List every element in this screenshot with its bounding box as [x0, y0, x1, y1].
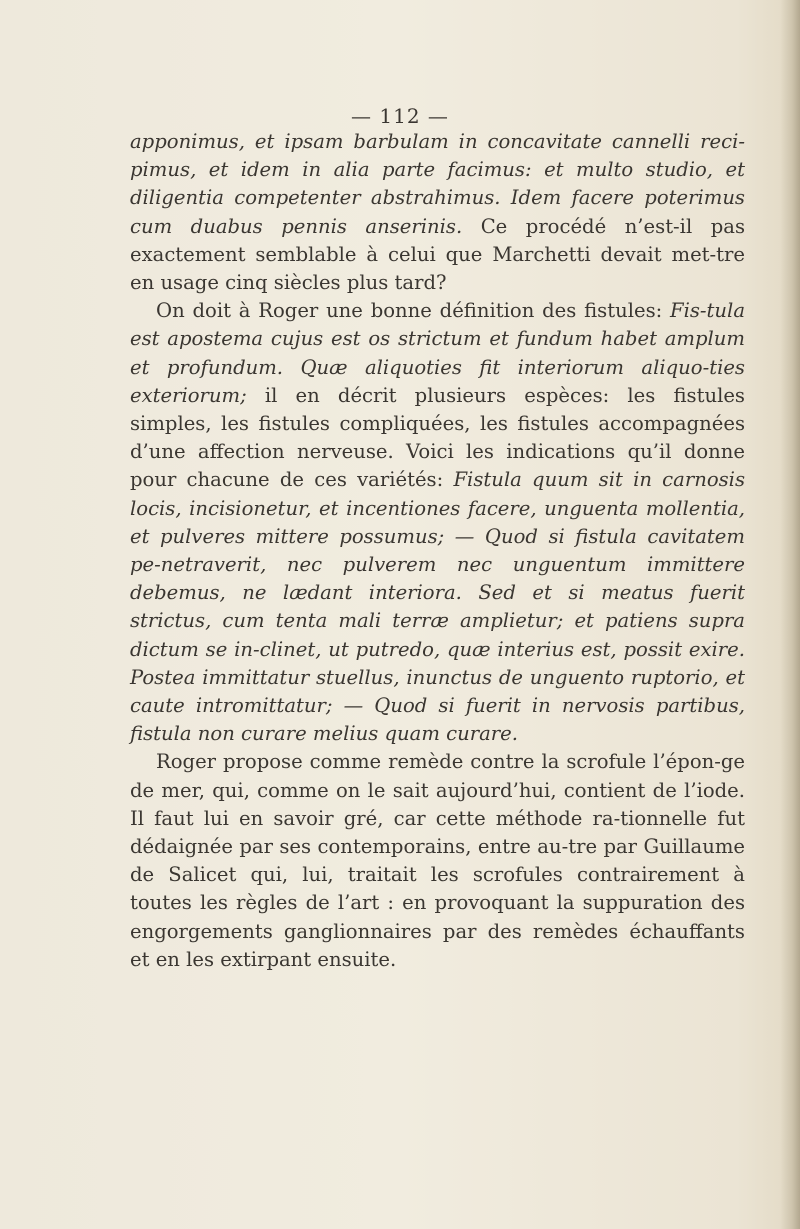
body-text	[130, 128, 745, 974]
latin-quote: apponimus, et ipsam barbulam in concavitate cannelli reci-pimus, et idem in alia parte facimus: et multo studio, et diligentia competenter abstrahimus. Idem facere poterimus cum duabus pennis anserinis.	[130, 130, 745, 238]
french-text: On doit à Roger une bonne définition des fistules:	[156, 299, 671, 323]
latin-quote: Fis-tula est apostema cujus est os strictum et fundum habet amplum et profundum. Quæ aliquoties fit interiorum aliquo-ties exteriorum;	[130, 299, 745, 407]
latin-quote: Fistula quum sit in carnosis locis, incisionetur, et incentiones facere, unguenta mollentia, et pulveres mittere possumus; — Quod si fistula cavitatem pe-netraverit, nec pulverem nec unguentum immittere debemus, ne lædant interiora. Sed et si meatus fuerit strictus, cum tenta mali terræ amplietur; et patiens supra dictum se in-clinet, ut putredo, quæ interius est, possit exire. Postea immittatur stuellus, inunctus de unguento ruptorio, et caute intromittatur; — Quod si fuerit in nervosis partibus, fistula non curare melius quam curare.	[130, 468, 746, 746]
paragraph-3	[130, 748, 745, 974]
paragraph-1	[130, 128, 745, 297]
french-text: Ce procédé n’est-il pas exactement semblable à celui que Marchetti devait met-tre en usage cinq siècles plus tard?	[130, 214, 745, 295]
french-text: Roger propose comme remède contre la scrofule l’épon-ge de mer, qui, comme on le sait aujourd’hui, contient de l’iode. Il faut lui en savoir gré, car cette méthode ra-tionnelle fut dédaignée par ses contemporains, entre au-tre par Guillaume de Salicet qui, lui, traitait les scrofules contrairement à toutes les règles de l’art : en provoquant la suppuration des engorgements ganglionnaires par des remèdes échauffants et en les extirpant ensuite.	[130, 750, 745, 971]
paragraph-2	[130, 297, 745, 748]
page-number: — 112 —	[351, 104, 449, 128]
page-edge-shadow	[780, 0, 800, 1229]
french-text: il en décrit plusieurs espèces: les fistules simples, les fistules compliquées, les fistules accompagnées d’une affection nerveuse. Voici les indications qu’il donne pour chacune de ces variétés:	[130, 383, 745, 492]
